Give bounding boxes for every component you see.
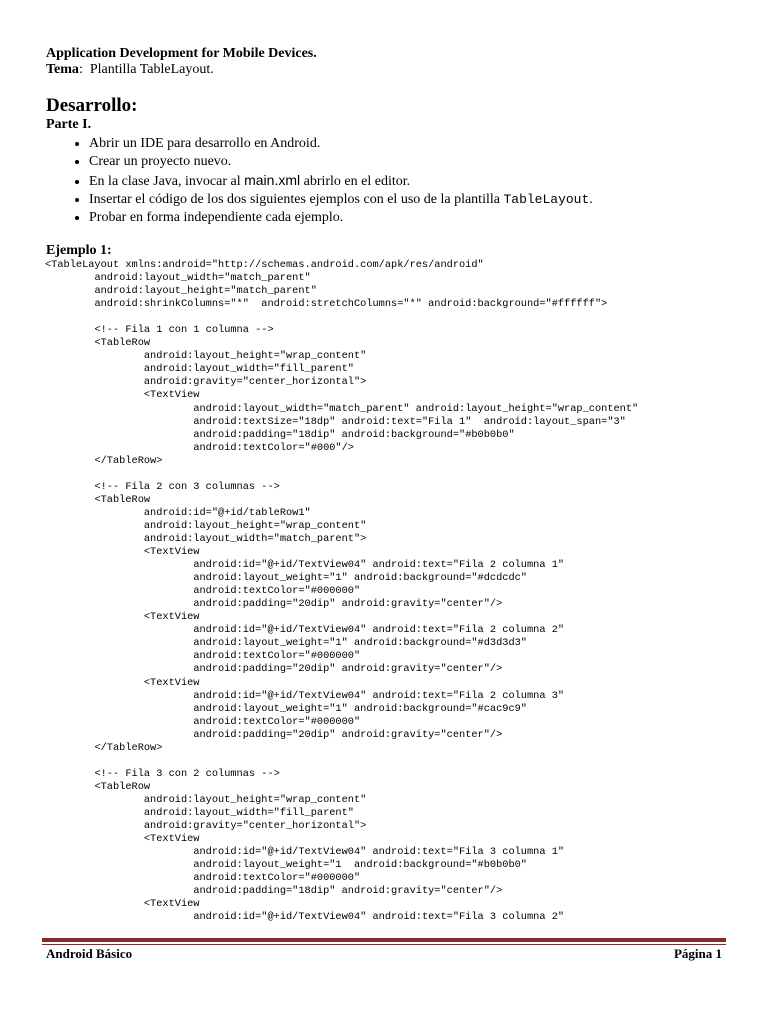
list-item-text: Insertar el código de los dos siguientes ejemplos con el uso de la plantilla xyxy=(89,192,504,207)
page-number: Página 1 xyxy=(673,946,722,961)
list-item xyxy=(89,171,726,191)
list-item-text: abrirlo en el editor. xyxy=(300,174,411,189)
list-item: • Probar en forma independiente cada ejemplo. xyxy=(89,209,726,227)
document-page xyxy=(46,46,726,924)
filename-text: main.xml xyxy=(244,172,301,188)
list-item-text: En la clase Java, invocar al xyxy=(89,174,245,189)
tema-value: Plantilla TableLayout. xyxy=(89,62,214,77)
footer-rule xyxy=(42,938,726,942)
section-heading: Desarrollo: xyxy=(46,95,138,116)
steps-list xyxy=(46,135,726,227)
list-item-text: . xyxy=(589,192,593,207)
footer-title: Android Básico xyxy=(46,946,133,961)
code-block: <TableLayout xmlns:android="http://schemas.android.com/apk/res/android" android:layout_width="match_parent" android:layout_height="match_parent" android:shrinkColumns="*" android:stretchColumns="*" android:background="#ffffff"> <!-- Fila 1 con 1 columna --> <TableRow android:layout_height="wrap_content" android:layout_width="fill_parent" android:gravity="center_horizontal"> <TextView android:layout_width="match_parent" android:layout_height="wrap_content" android:textSize="18dp" android:text="Fila 1" android:layout_span="3" android:padding="18dip" android:background="#b0b0b0" android:textColor="#000"/> </TableRow> <!-- Fila 2 con 3 columnas --> <TableRow android:id="@+id/tableRow1" android:layout_height="wrap_content" android:layout_width="match_parent"> <TextView android:id="@+id/TextView04" android:text="Fila 2 columna 1" android:layout_weight="1" android:background="#dcdcdc" android:textColor="#000000" android:padding="20dip" android:gravity="center"/> <TextView android:id="@+id/TextView04" android:text="Fila 2 columna 2" android:layout_weight="1" android:background="#d3d3d3" android:textColor="#000000" android:padding="20dip" android:gravity="center"/> <TextView android:id="@+id/TextView04" android:text="Fila 2 columna 3" android:layout_weight="1" android:background="#cac9c9" android:textColor="#000000" android:padding="20dip" android:gravity="center"/> </TableRow> <!-- Fila 3 con 2 columnas --> <TableRow android:layout_height="wrap_content" android:layout_width="fill_parent" android:gravity="center_horizontal"> <TextView android:id="@+id/TextView04" android:text="Fila 3 columna 1" android:layout_weight="1 android:background="#b0b0b0" android:textColor="#000000" android:padding="18dip" android:gravity="center"/> <TextView android:id="@+id/TextView04" android:text="Fila 3 columna 2" xyxy=(45,259,639,924)
tema-label: Tema xyxy=(46,62,79,77)
tema-line: Tema: Plantilla TableLayout. xyxy=(46,62,214,77)
course-title: Application Development for Mobile Devices. xyxy=(46,46,317,61)
footer-rule-thin xyxy=(42,944,726,945)
list-item: • Crear un proyecto nuevo. xyxy=(89,153,726,171)
inline-code: TableLayout xyxy=(503,192,590,207)
list-item: • Abrir un IDE para desarrollo en Android. xyxy=(89,135,726,153)
part-heading: Parte I. xyxy=(46,117,92,132)
example-heading: Ejemplo 1: xyxy=(46,243,112,258)
list-item xyxy=(89,191,726,209)
